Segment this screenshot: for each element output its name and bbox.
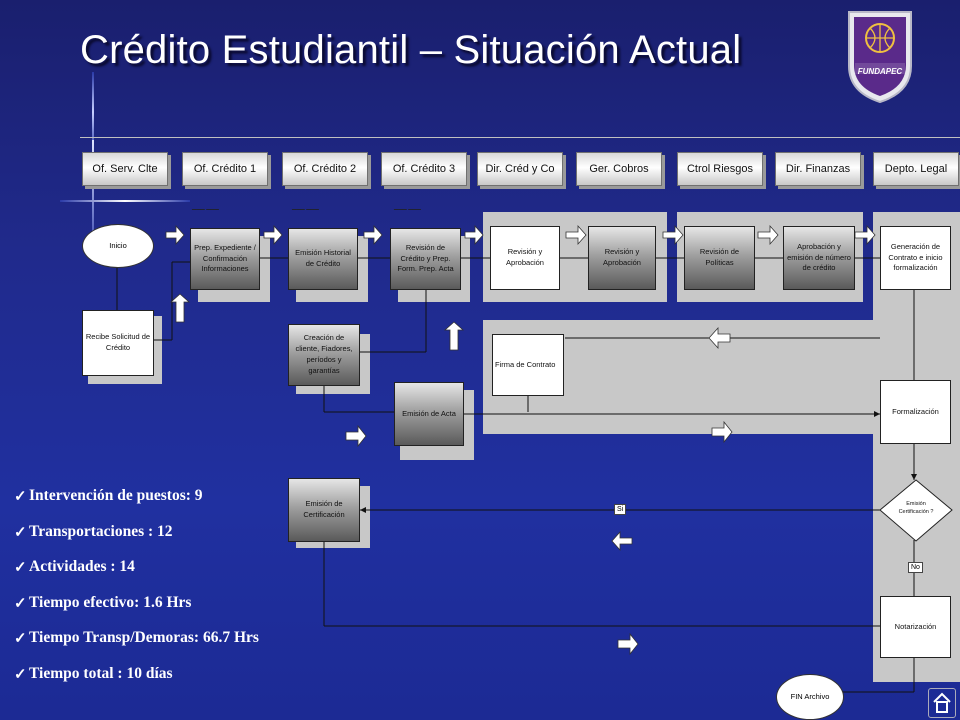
time-tag: ▔▔▔ ▔▔▔ bbox=[192, 210, 219, 216]
lane-header-dir-cred: Dir. Créd y Co bbox=[477, 152, 563, 186]
flow-formalizacion: Formalización bbox=[880, 380, 951, 444]
check-icon: ✓ bbox=[14, 666, 27, 683]
time-tag: ▔▔▔ ▔▔▔ bbox=[292, 210, 319, 216]
check-icon: ✓ bbox=[14, 595, 27, 612]
lane-header-of-credito-2: Of. Crédito 2 bbox=[282, 152, 368, 186]
flow-revision-credito: Revisión de Crédito y Prep. Form. Prep. Acta bbox=[390, 228, 461, 290]
lane-header-of-serv-clte: Of. Serv. Clte bbox=[82, 152, 168, 186]
check-icon: ✓ bbox=[14, 560, 27, 576]
flow-revision-politicas: Revisión de Políticas bbox=[684, 226, 755, 290]
time-tag: ▔▔▔ ▔▔▔ bbox=[394, 210, 421, 216]
summary-item: ✓ Intervención de puestos: 9 bbox=[14, 487, 203, 505]
decision-label-si: Si bbox=[614, 504, 626, 515]
summary-item: ✓ Transportaciones : 12 bbox=[14, 522, 173, 541]
flow-revision-aprobacion-2: Revisión y Aprobación bbox=[588, 226, 656, 290]
page-title: Crédito Estudiantil – Situación Actual bbox=[80, 28, 742, 72]
check-icon: ✓ bbox=[14, 524, 27, 541]
summary-item: ✓ Tiempo Transp/Demoras: 66.7 Hrs bbox=[14, 629, 259, 647]
lane-header-ctrol-riesgos: Ctrol Riesgos bbox=[677, 152, 763, 186]
check-icon: ✓ bbox=[14, 489, 27, 505]
flow-firma-contrato: Firma de Contrato bbox=[492, 334, 564, 396]
flow-aprobacion-numero: Aprobación y emisión de número de crédito bbox=[783, 226, 855, 290]
flow-creacion-cliente: Creación de cliente, Fiadores, períodos y garantías bbox=[288, 324, 360, 386]
flow-start-inicio: Inicio bbox=[82, 224, 154, 268]
lane-header-depto-legal: Depto. Legal bbox=[873, 152, 959, 186]
lane-header-of-credito-3: Of. Crédito 3 bbox=[381, 152, 467, 186]
summary-item: ✓ Tiempo efectivo: 1.6 Hrs bbox=[14, 593, 192, 612]
logo-text: FUNDAPEC bbox=[857, 67, 903, 76]
summary-item: ✓ Actividades : 14 bbox=[14, 558, 135, 576]
flow-prep-expediente: Prep. Expediente / Confirmación Informaciones bbox=[190, 228, 260, 290]
flow-recibe-solicitud: Recibe Solicitud de Crédito bbox=[82, 310, 154, 376]
check-icon: ✓ bbox=[14, 631, 27, 647]
flow-notarizacion: Notarización bbox=[880, 596, 951, 658]
home-nav-icon[interactable] bbox=[928, 688, 956, 718]
flow-emision-historial: Emisión Historial de Crédito bbox=[288, 228, 358, 290]
flow-decision-certificacion: Emisión Certificación ? bbox=[898, 501, 934, 516]
decision-label-no: No bbox=[908, 562, 923, 573]
flow-revision-aprobacion-1: Revisión y Aprobación bbox=[490, 226, 560, 290]
flow-emision-certificacion: Emisión de Certificación bbox=[288, 478, 360, 542]
lane-header-of-credito-1: Of. Crédito 1 bbox=[182, 152, 268, 186]
lane-header-ger-cobros: Ger. Cobros bbox=[576, 152, 662, 186]
summary-list bbox=[14, 487, 259, 700]
flow-emision-acta: Emisión de Acta bbox=[394, 382, 464, 446]
flow-end-fin-archivo: FIN Archivo bbox=[776, 674, 844, 720]
summary-item: ✓ Tiempo total : 10 días bbox=[14, 664, 173, 683]
flow-generacion-contrato: Generación de Contrato e inicio formalización bbox=[880, 226, 951, 290]
lane-header-dir-finanzas: Dir. Finanzas bbox=[775, 152, 861, 186]
